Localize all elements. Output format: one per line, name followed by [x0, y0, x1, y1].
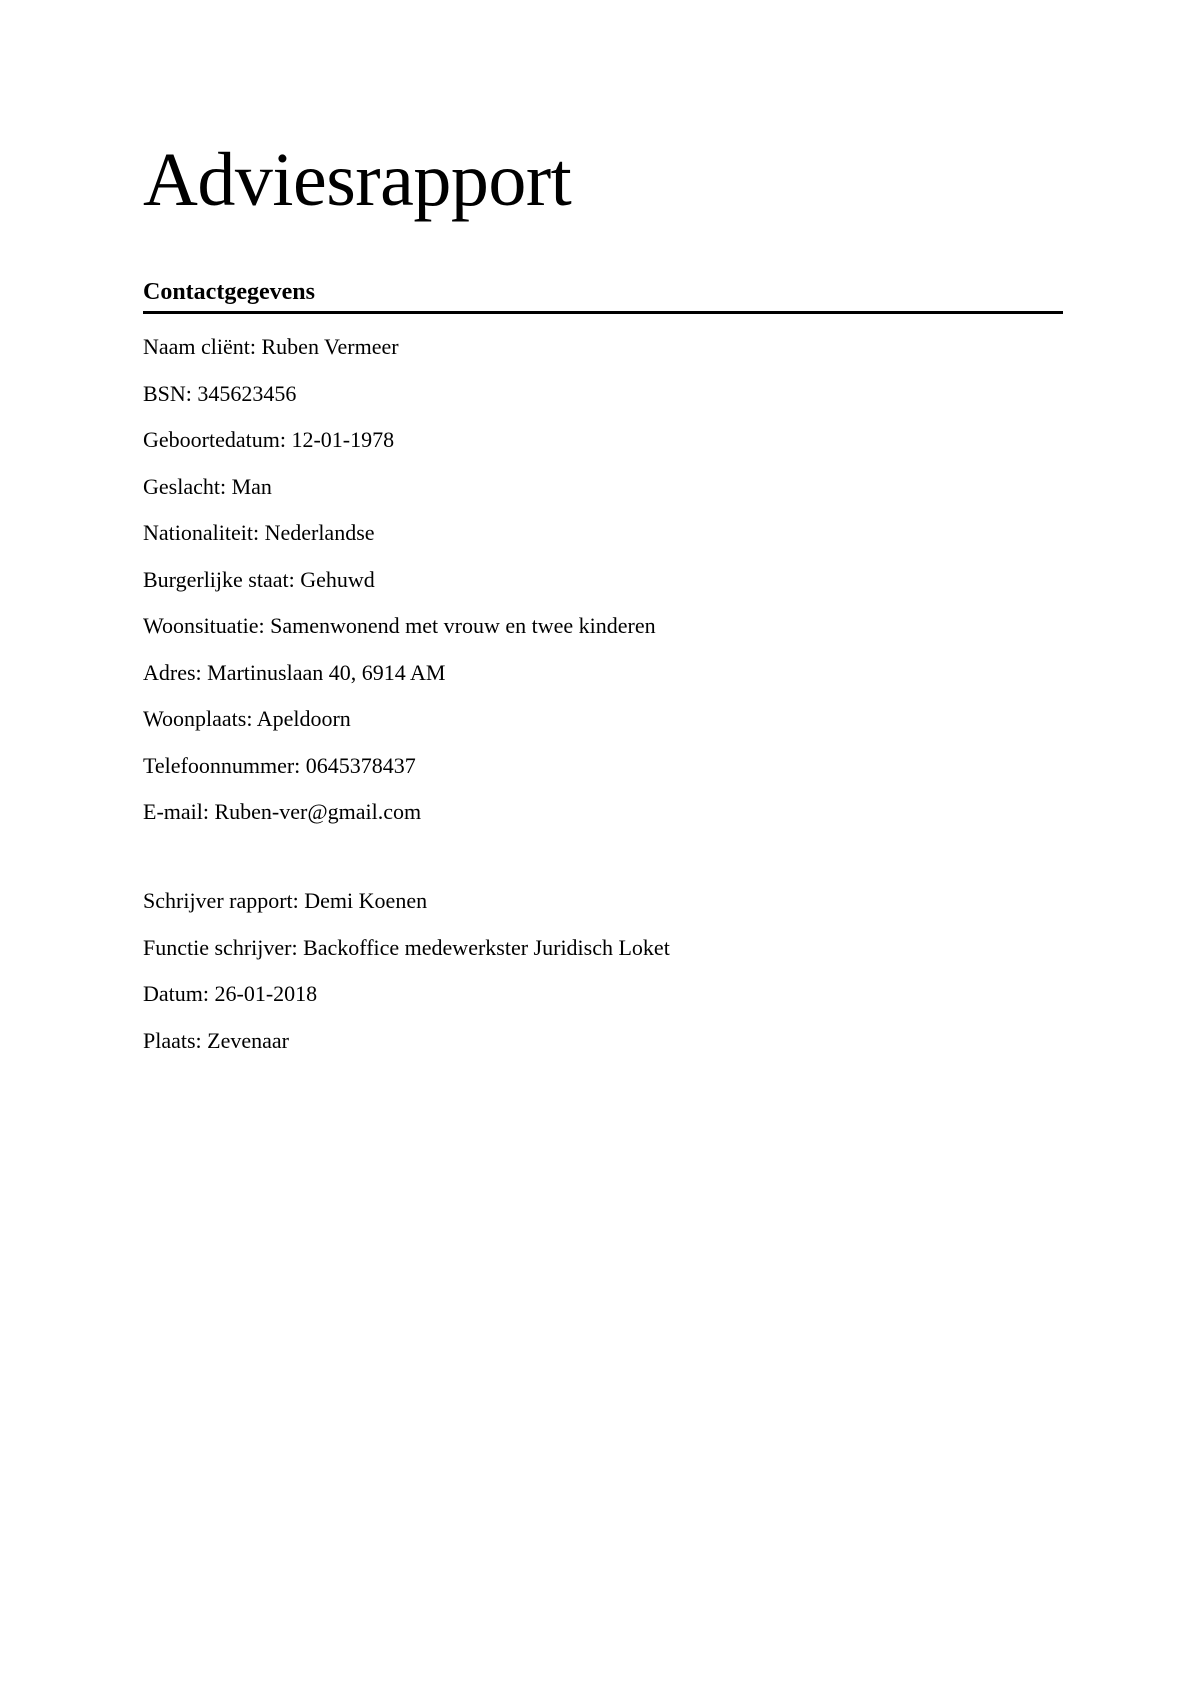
- field-client-name: Naam cliënt: Ruben Vermeer: [143, 334, 399, 359]
- field-phone: Telefoonnummer: 0645378437: [143, 752, 416, 778]
- field-gender: Geslacht: Man: [143, 473, 272, 499]
- field-email: E-mail: Ruben-ver@gmail.com: [143, 799, 422, 824]
- field-birth-date: Geboortedatum: 12-01-1978: [143, 427, 395, 452]
- field-place: Plaats: Zevenaar: [143, 1027, 289, 1053]
- document-title: Adviesrapport: [143, 138, 572, 222]
- field-date: Datum: 26-01-2018: [143, 981, 318, 1006]
- field-city: Woonplaats: Apeldoorn: [143, 706, 351, 731]
- author-details-list: [143, 886, 670, 1072]
- field-living-situation: Woonsituatie: Samenwonend met vrouw en twee kinderen: [143, 613, 656, 638]
- section-heading-contactgegevens: Contactgegevens: [143, 279, 315, 305]
- field-marital-status: Burgerlijke staat: Gehuwd: [143, 566, 375, 592]
- field-nationality: Nationaliteit: Nederlandse: [143, 520, 375, 545]
- field-author-role: Functie schrijver: Backoffice medewerkster Juridisch Loket: [143, 934, 670, 960]
- field-bsn: BSN: 345623456: [143, 380, 297, 406]
- field-report-author: Schrijver rapport: Demi Koenen: [143, 888, 428, 913]
- contact-details-list: [143, 332, 656, 844]
- section-divider: [143, 311, 1063, 314]
- field-address: Adres: Martinuslaan 40, 6914 AM: [143, 659, 446, 685]
